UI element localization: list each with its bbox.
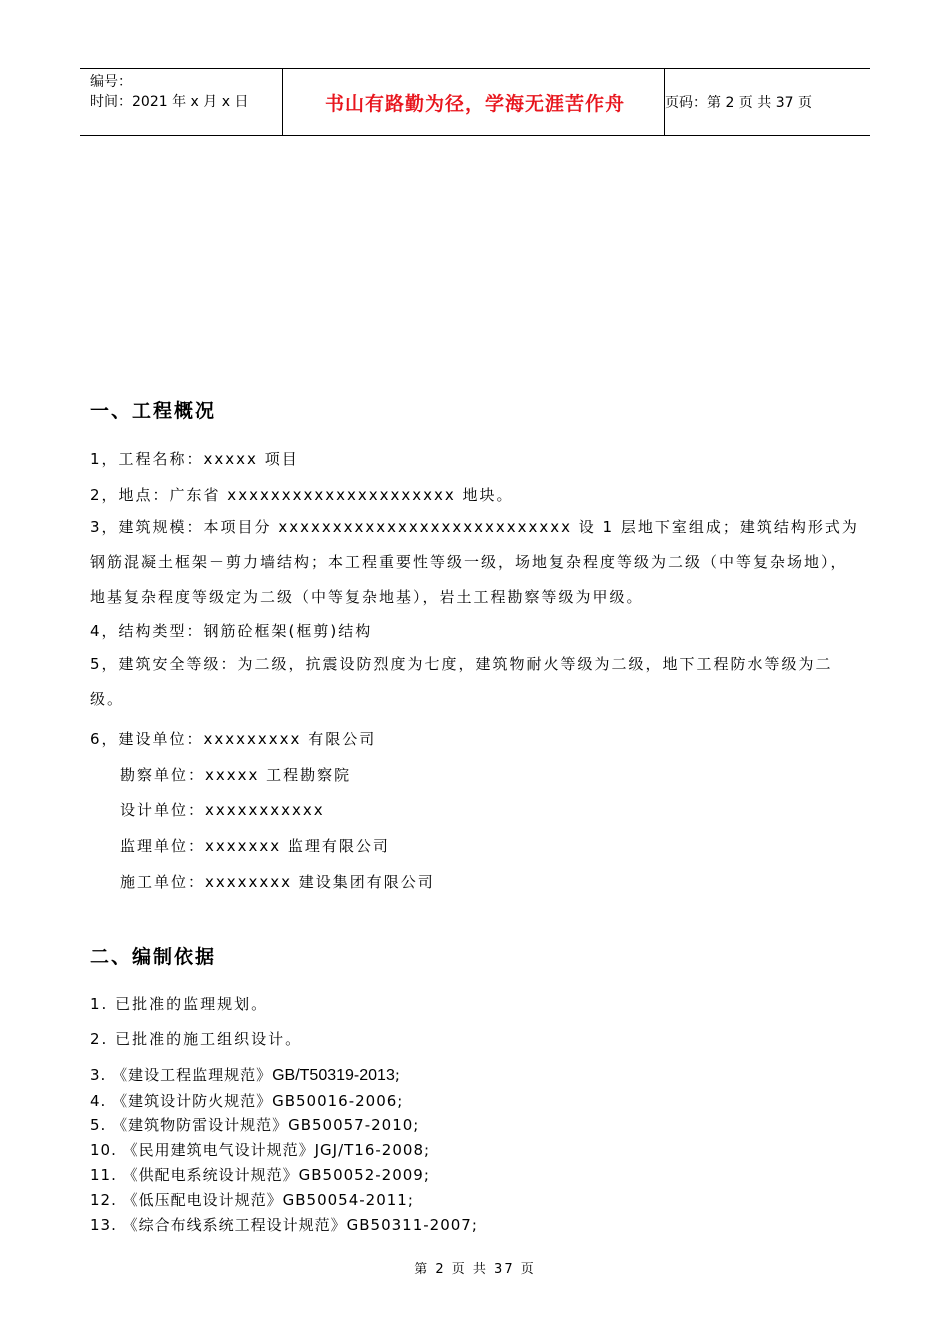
- basis-item-2: 2. 已批准的施工组织设计。: [90, 1030, 303, 1048]
- basis-item-1: 1. 已批准的监理规划。: [90, 995, 269, 1013]
- header-motto: 书山有路勤为径，学海无涯苦作舟: [324, 92, 625, 115]
- header-page-info: 页码：第 2 页 共 37 页: [665, 95, 812, 111]
- reference-4: 4. 《建筑设计防火规范》GB50016-2006;: [90, 1092, 404, 1110]
- reference-3-title: 3. 《建设工程监理规范》: [90, 1066, 273, 1084]
- supervision-unit: 监理单位：xxxxxxx 监理有限公司: [120, 837, 390, 855]
- project-location: 2，地点：广东省 xxxxxxxxxxxxxxxxxxxxx 地块。: [90, 486, 514, 504]
- reference-13: 13. 《综合布线系统工程设计规范》GB50311-2007;: [90, 1216, 478, 1234]
- reference-12: 12. 《低压配电设计规范》GB50054-2011;: [90, 1191, 414, 1209]
- header-meta: [90, 72, 248, 112]
- reference-3-end: ;: [394, 1066, 401, 1084]
- doc-number-label: 编号：: [90, 74, 132, 90]
- page-header: [80, 68, 870, 136]
- safety-grade: 5，建筑安全等级：为二级，抗震设防烈度为七度，建筑物耐火等级为二级，地下工程防水等级为二级。: [90, 655, 833, 708]
- structure-type: 4，结构类型：钢筋砼框架(框剪)结构: [90, 622, 373, 640]
- doc-time-label: 时间：2021 年 x 月 x 日: [90, 94, 249, 110]
- reference-10: 10. 《民用建筑电气设计规范》JGJ/T16-2008;: [90, 1141, 431, 1159]
- reference-3-code: GB/T50319-2013: [272, 1067, 395, 1084]
- section2-title: 二、编制依据: [90, 946, 217, 968]
- owner-unit: 6，建设单位：xxxxxxxxx 有限公司: [90, 730, 377, 748]
- construction-unit: 施工单位：xxxxxxxx 建设集团有限公司: [120, 873, 435, 891]
- reference-11: 11. 《供配电系统设计规范》GB50052-2009;: [90, 1166, 430, 1184]
- reference-5: 5. 《建筑物防雷设计规范》GB50057-2010;: [90, 1116, 420, 1134]
- survey-unit: 勘察单位：xxxxx 工程勘察院: [120, 766, 352, 784]
- project-name: 1，工程名称：xxxxx 项目: [90, 450, 299, 468]
- building-scale: 3，建筑规模：本项目分 xxxxxxxxxxxxxxxxxxxxxxxxxxx 设 1 层地下室组成；建筑结构形式为钢筋混凝土框架－剪力墙结构；本工程重要性等级一级，场地复杂程度等级为二级（中等复杂场地），地基复杂程度等级定为二级（中等复杂地基），岩土工程勘察等级为甲级。: [90, 518, 859, 606]
- section1-title: 一、工程概况: [90, 400, 217, 422]
- design-unit: 设计单位：xxxxxxxxxxx: [120, 801, 325, 819]
- page-footer: 第 2 页 共 37 页: [414, 1262, 536, 1277]
- reference-3: [90, 1064, 401, 1085]
